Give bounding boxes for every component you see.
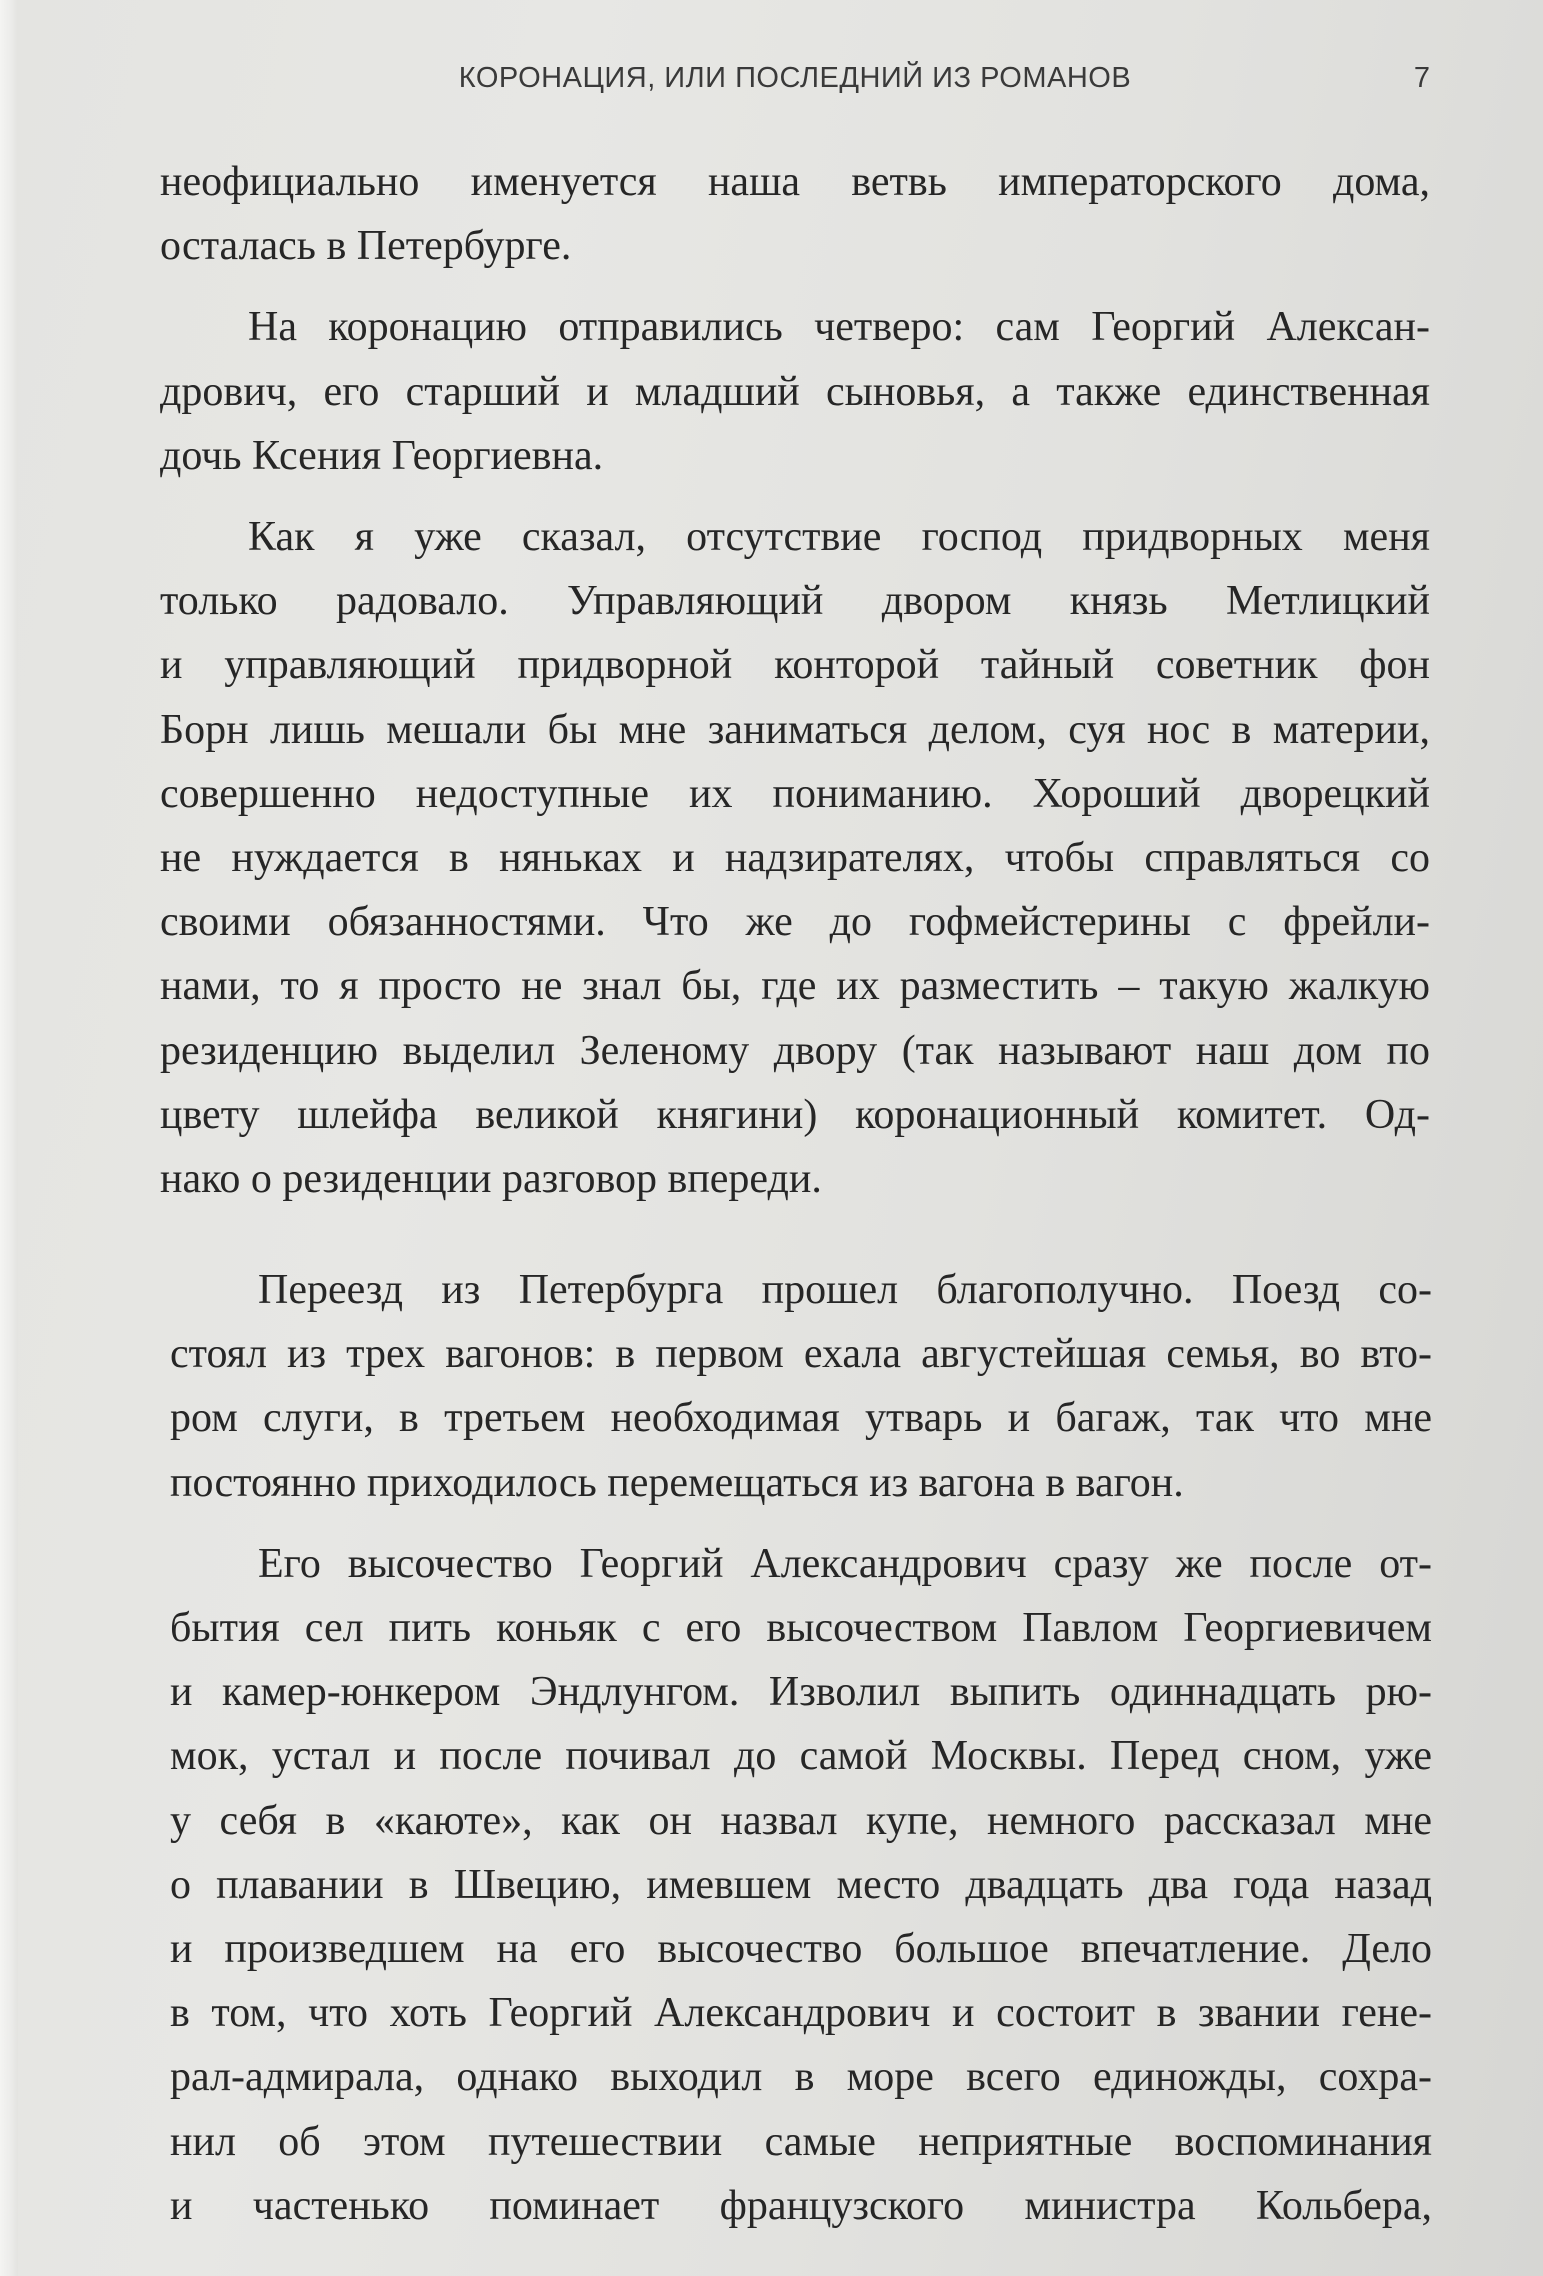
text-line: рал-адмирала, однако выходил в море всего единожды, сохра- <box>170 2054 1432 2101</box>
text-block-lower <box>170 1258 1432 2238</box>
text-line: и произведшем на его высочество большое впечатление. Дело <box>170 1926 1432 1973</box>
paragraph <box>160 295 1430 488</box>
text-line: дрович, его старший и младший сыновья, а также единственная <box>160 368 1430 415</box>
text-line: постоянно приходилось перемещаться из вагона в вагон. <box>170 1459 1184 1506</box>
text-line: только радовало. Управляющий двором князь Метлицкий <box>160 578 1430 625</box>
text-line: неофициально именуется наша ветвь императорского дома, <box>160 159 1430 205</box>
text-block-upper <box>160 150 1430 1211</box>
text-line: цвету шлейфа великой княгини) коронационный комитет. Од- <box>160 1091 1430 1138</box>
text-line: совершенно недоступные их пониманию. Хороший дворецкий <box>160 770 1430 817</box>
text-line: Борн лишь мешали бы мне заниматься делом, суя нос в материи, <box>160 706 1430 753</box>
text-line: Его высочество Георгий Александрович сразу же после от- <box>258 1540 1432 1587</box>
text-line: мок, устал и после почивал до самой Москвы. Перед сном, уже <box>170 1733 1432 1780</box>
text-line: и частенько поминает французского министра Кольбера, <box>170 2182 1432 2229</box>
text-line: своими обязанностями. Что же до гофмейстерины с фрейли- <box>160 899 1430 946</box>
running-head <box>160 62 1430 106</box>
page-number: 7 <box>1413 62 1430 94</box>
text-line: бытия сел пить коньяк с его высочеством Павлом Георгиевичем <box>170 1605 1432 1652</box>
text-line: резиденцию выделил Зеленому двору (так называют наш дом по <box>160 1027 1430 1074</box>
text-line: нами, то я просто не знал бы, где их разместить – такую жалкую <box>160 963 1430 1010</box>
text-line: Переезд из Петербурга прошел благополучно. Поезд со- <box>258 1267 1432 1313</box>
text-line: и камер-юнкером Эндлунгом. Изволил выпить одиннадцать рю- <box>170 1669 1432 1716</box>
text-line: стоял из трех вагонов: в первом ехала августейшая семья, во вто- <box>170 1331 1432 1378</box>
text-line: дочь Ксения Георгиевна. <box>160 432 604 479</box>
paragraph <box>170 1532 1432 2238</box>
text-line: о плавании в Швецию, имевшем место двадцать два года назад <box>170 1861 1432 1908</box>
text-line: Как я уже сказал, отсутствие господ придворных меня <box>248 514 1430 561</box>
text-line: в том, что хоть Георгий Александрович и состоит в звании гене- <box>170 1990 1432 2037</box>
paragraph <box>170 1258 1432 1515</box>
paragraph <box>160 505 1430 1211</box>
page-edge <box>0 0 18 2276</box>
paragraph-continuation <box>160 150 1430 278</box>
text-line: осталась в Петербурге. <box>160 223 572 270</box>
text-line: и управляющий придворной конторой тайный советник фон <box>160 642 1430 689</box>
text-line: ром слуги, в третьем необходимая утварь и багаж, так что мне <box>170 1395 1432 1442</box>
text-line: нако о резиденции разговор впереди. <box>160 1156 822 1203</box>
text-line: у себя в «каюте», как он назвал купе, немного рассказал мне <box>170 1797 1432 1844</box>
text-line: На коронацию отправились четверо: сам Георгий Алексан- <box>248 304 1430 351</box>
running-title: КОРОНАЦИЯ, ИЛИ ПОСЛЕДНИЙ ИЗ РОМАНОВ <box>458 62 1132 94</box>
text-line: нил об этом путешествии самые неприятные воспоминания <box>170 2118 1432 2165</box>
text-line: не нуждается в няньках и надзирателях, чтобы справляться со <box>160 835 1430 882</box>
